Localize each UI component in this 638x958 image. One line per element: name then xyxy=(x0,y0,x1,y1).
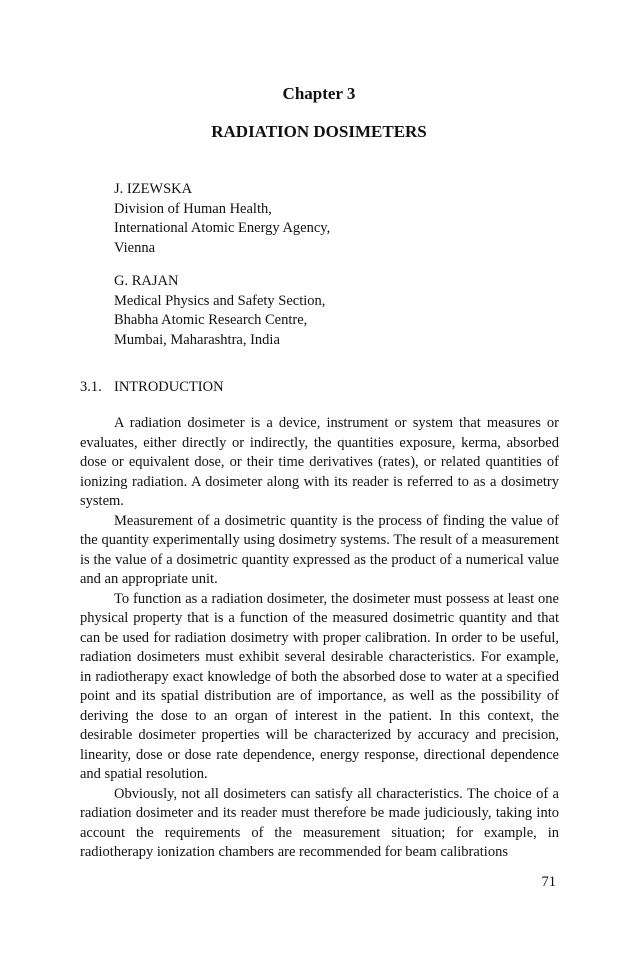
section-title: INTRODUCTION xyxy=(114,379,224,395)
section-number: 3.1. xyxy=(80,379,102,395)
body-text xyxy=(80,414,559,863)
author-name: J. IZEWSKA xyxy=(114,181,193,197)
paragraph: Obviously, not all dosimeters can satisfy all characteristics. The choice of a radiation dosimeter and its reader must therefore be made judiciously, taking into account the requirements of the measurement situation; for example, in radiotherapy ionization chambers are recommended for beam calibrations xyxy=(80,785,559,860)
author-block xyxy=(114,180,330,258)
author-affiliation-line: Bhabha Atomic Research Centre, xyxy=(114,312,308,328)
author-affiliation-line: Mumbai, Maharashtra, India xyxy=(114,331,280,348)
author-affiliation-line: Division of Human Health, xyxy=(114,200,272,217)
author-list xyxy=(114,180,330,364)
chapter-label: Chapter 3 xyxy=(282,84,356,103)
paragraph: Measurement of a dosimetric quantity is the process of finding the value of the quantity experimentally using dosimetry systems. The result of a measurement is the value of a dosimetric quantity expressed as the product of a numerical value and an appropriate unit. xyxy=(80,512,559,587)
chapter-title: RADIATION DOSIMETERS xyxy=(211,122,427,141)
paragraph: To function as a radiation dosimeter, the dosimeter must possess at least one physical property that is a function of the measured dosimetric quantity and that can be used for radiation dosimetry with proper calibration. In order to be useful, radiation dosimeters must exhibit several desirable characteristics. For example, in radiotherapy exact knowledge of both the absorbed dose to water at a specified point and its spatial distribution are of importance, as well as the possibility of deriving the dose to an organ of interest in the patient. In this context, the desirable dosimeter properties will be characterized by accuracy and precision, linearity, dose or dose rate dependence, energy response, directional dependence and spatial resolution. xyxy=(80,590,559,782)
author-affiliation-line: Vienna xyxy=(114,239,156,256)
author-affiliation-line: International Atomic Energy Agency, xyxy=(114,220,331,236)
author-name: G. RAJAN xyxy=(114,273,179,289)
paragraph: A radiation dosimeter is a device, instrument or system that measures or evaluates, either directly or indirectly, the quantities exposure, kerma, absorbed dose or equivalent dose, or their time derivatives (rates), or related quantities of ionizing radiation. A dosimeter along with its reader is referred to as a dosimetry system. xyxy=(80,415,559,509)
section-heading xyxy=(80,379,224,396)
author-block xyxy=(114,272,330,350)
page-number: 71 xyxy=(541,874,556,890)
author-affiliation-line: Medical Physics and Safety Section, xyxy=(114,292,326,309)
